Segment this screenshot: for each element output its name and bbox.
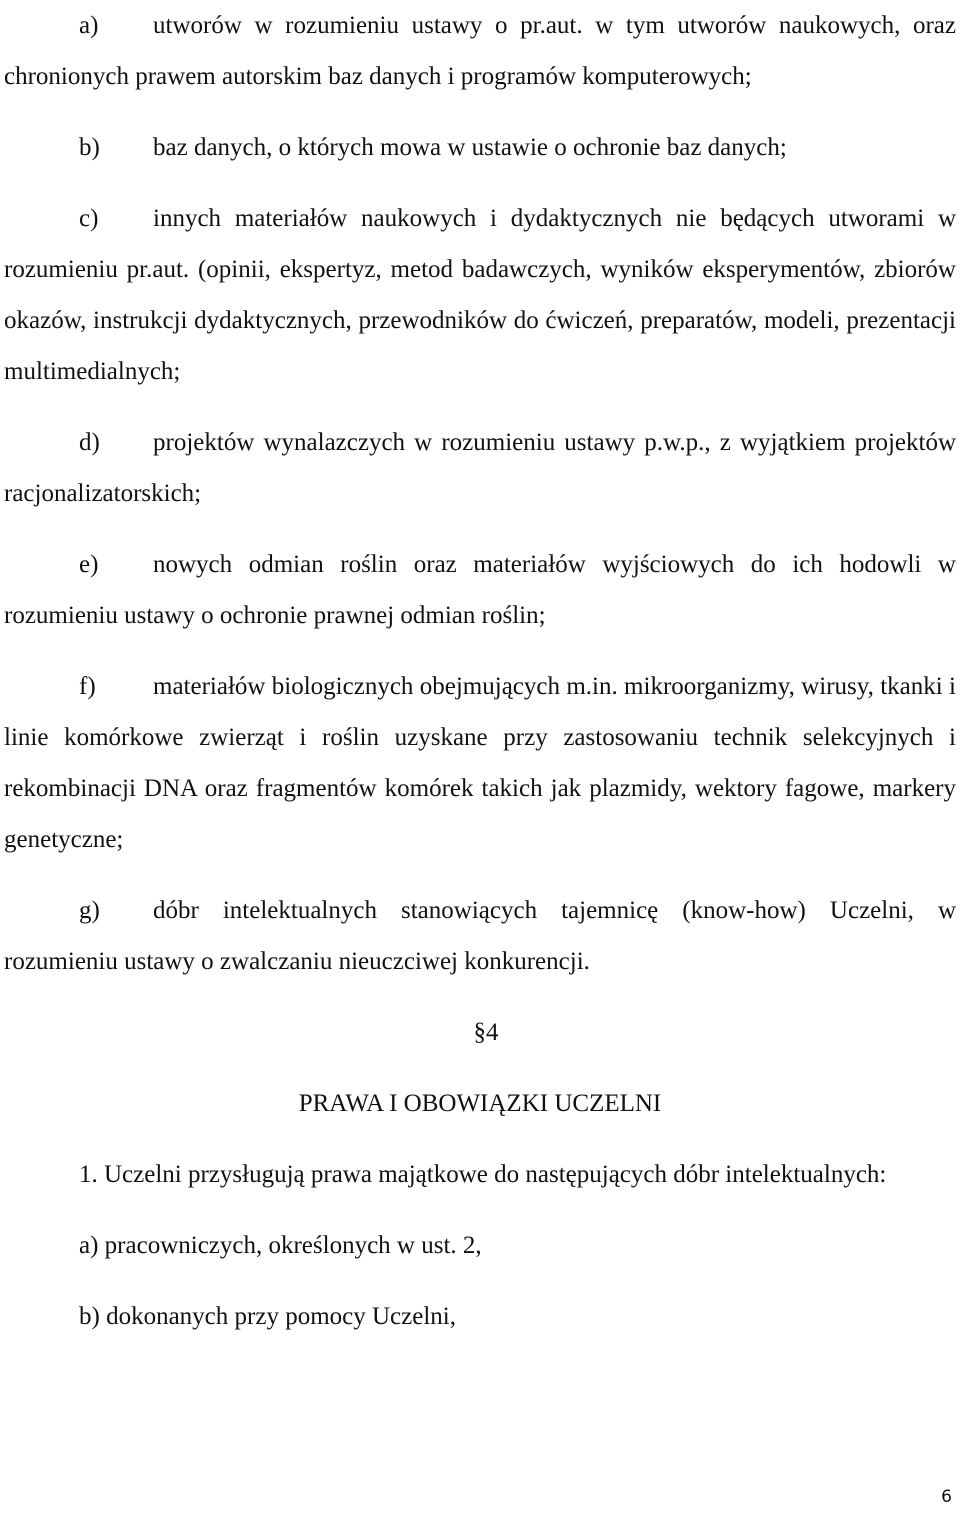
list-item-c (4, 193, 956, 397)
list-item-b (4, 122, 956, 173)
list-item-e (4, 539, 956, 641)
item-text: projektów wynalazczych w rozumieniu ustawy p.w.p., z wyjątkiem projektów racjonalizatorskich; (4, 429, 956, 507)
section-symbol: § (473, 1019, 486, 1046)
subpoint-b: b) dokonanych przy pomocy Uczelni, (79, 1303, 456, 1330)
list-item-d (4, 417, 956, 519)
item-text: baz danych, o których mowa w ustawie o ochronie baz danych; (153, 134, 787, 161)
section-number (4, 1007, 956, 1058)
item-marker: g) (79, 897, 100, 924)
item-text: dóbr intelektualnych stanowiących tajemnicę (know-how) Uczelni, w rozumieniu ustawy o zwalczaniu nieuczciwej konkurencji. (4, 897, 956, 975)
page-number: 6 (941, 1487, 952, 1507)
subpoint-a: a) pracowniczych, określonych w ust. 2, (79, 1232, 482, 1259)
item-marker: b) (79, 134, 100, 161)
section-heading: PRAWA I OBOWIĄZKI UCZELNI (298, 1090, 662, 1117)
list-item-a (4, 0, 956, 102)
item-text: innych materiałów naukowych i dydaktycznych nie będących utworami w rozumieniu pr.aut. (opinii, ekspertyz, metod badawczych, wyników eksperymentów, zbiorów okazów, instrukcji dydaktycznych, przewodników do ćwiczeń, preparatów, modeli, prezentacji multimedialnych; (4, 205, 956, 385)
item-marker: a) (79, 12, 99, 39)
section-number-value: 4 (486, 1019, 499, 1046)
item-text: nowych odmian roślin oraz materiałów wyjściowych do ich hodowli w rozumieniu ustawy o ochronie prawnej odmian roślin; (4, 551, 956, 629)
document-page (4, 0, 956, 1342)
list-item-g (4, 885, 956, 987)
clause-1: 1. Uczelni przysługują prawa majątkowe do następujących dóbr intelektualnych: (79, 1161, 887, 1188)
item-text: materiałów biologicznych obejmujących m.in. mikroorganizmy, wirusy, tkanki i linie komórkowe zwierząt i roślin uzyskane przy zastosowaniu technik selekcyjnych i rekombinacji DNA oraz fragmentów komórek takich jak plazmidy, wektory fagowe, markery genetyczne; (4, 673, 956, 853)
item-marker: f) (79, 673, 96, 700)
item-marker: d) (79, 429, 100, 456)
list-item-f (4, 661, 956, 865)
item-marker: e) (79, 551, 99, 578)
item-marker: c) (79, 205, 99, 232)
item-text: utworów w rozumieniu ustawy o pr.aut. w tym utworów naukowych, oraz chronionych prawem autorskim baz danych i programów komputerowych; (4, 12, 956, 90)
